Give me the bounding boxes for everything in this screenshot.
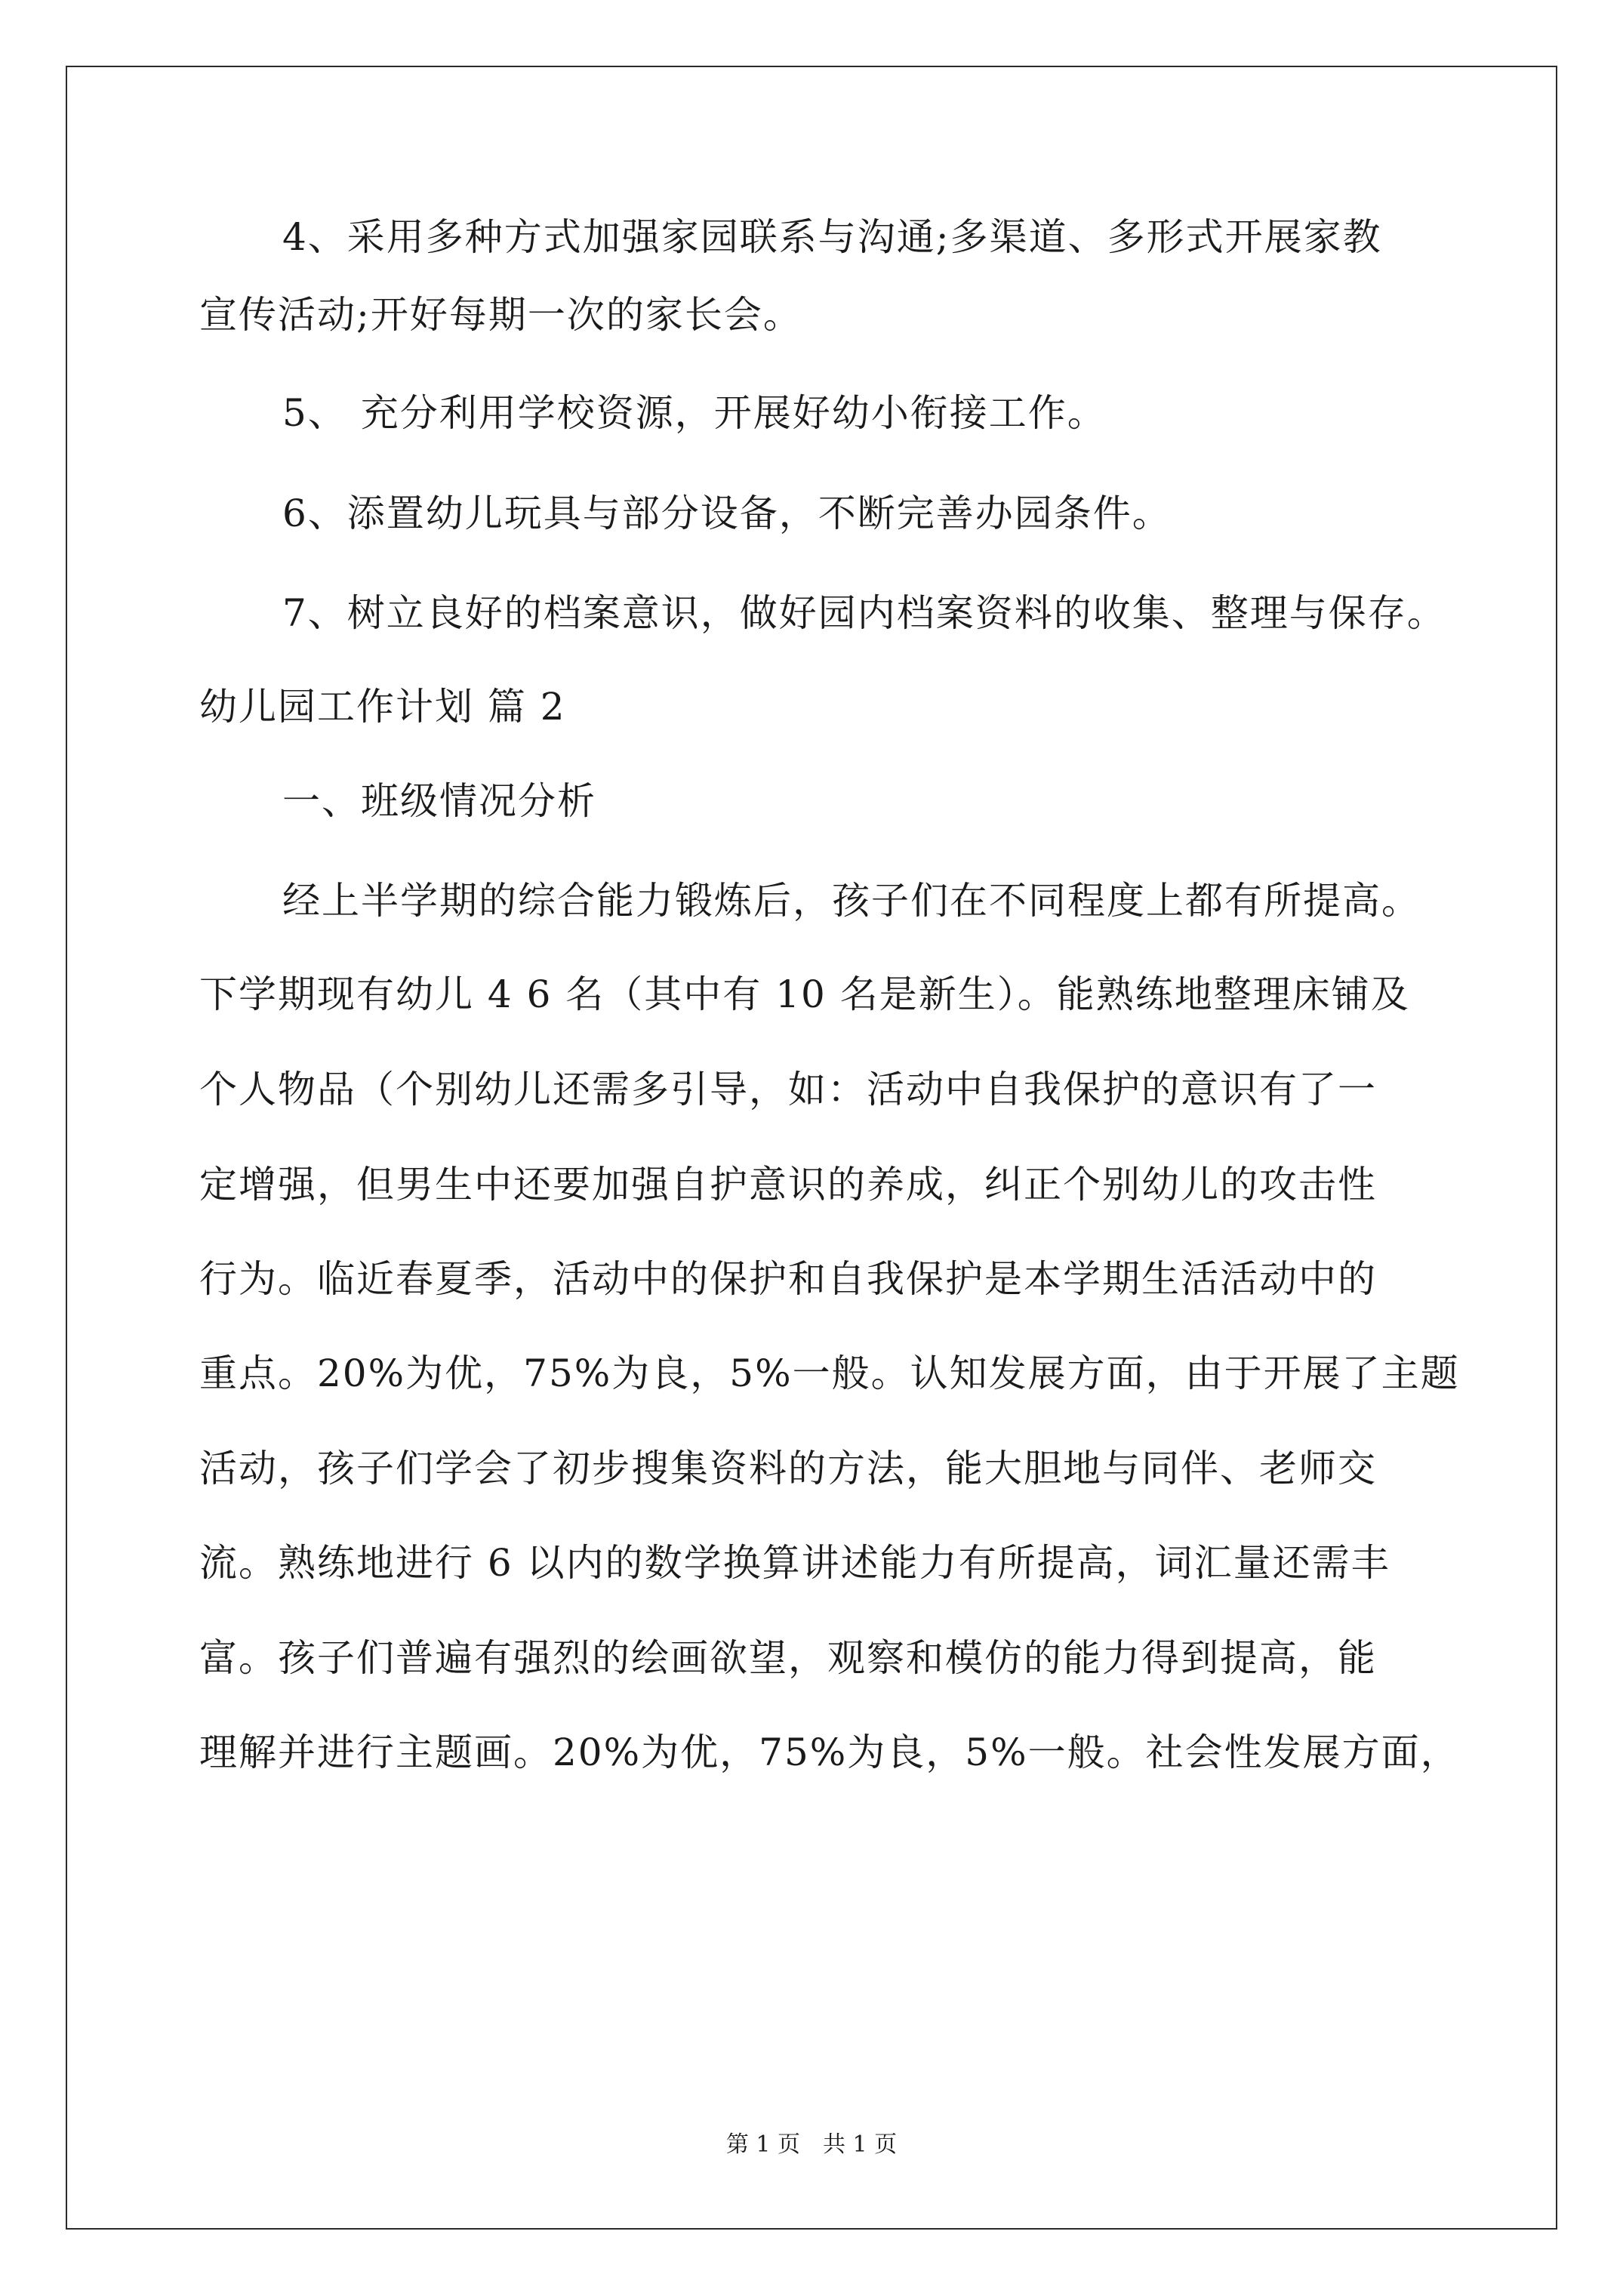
body-line-5: 行为。临近春夏季，活动中的保护和自我保护是本学期生活活动中的 xyxy=(199,1257,1377,1301)
body-line-8: 流。熟练地进行 6 以内的数学换算讲述能力有所提高，词汇量还需丰 xyxy=(199,1541,1390,1585)
body-line-6: 重点。20%为优，75%为良，5%一般。认知发展方面，由于开展了主题 xyxy=(199,1351,1460,1395)
paragraph-item-7: 7、树立良好的档案意识，做好园内档案资料的收集、整理与保存。 xyxy=(282,591,1446,635)
body-line-10: 理解并进行主题画。20%为优，75%为良，5%一般。社会性发展方面， xyxy=(199,1730,1460,1774)
body-line-4: 定增强，但男生中还要加强自护意识的养成，纠正个别幼儿的攻击性 xyxy=(199,1163,1377,1207)
paragraph-item-4-line-1: 4、采用多种方式加强家园联系与沟通;多渠道、多形式开展家教 xyxy=(282,215,1382,259)
body-line-2: 下学期现有幼儿 4 6 名（其中有 10 名是新生）。能熟练地整理床铺及 xyxy=(199,972,1410,1016)
page-footer: 第 1 页 共 1 页 xyxy=(725,2131,898,2158)
body-line-7: 活动，孩子们学会了初步搜集资料的方法，能大胆地与同伴、老师交 xyxy=(199,1447,1377,1490)
paragraph-item-4-line-2: 宣传活动;开好每期一次的家长会。 xyxy=(199,293,802,337)
body-line-3: 个人物品（个别幼儿还需多引导，如：活动中自我保护的意识有了一 xyxy=(199,1068,1377,1111)
body-line-9: 富。孩子们普遍有强烈的绘画欲望，观察和模仿的能力得到提高，能 xyxy=(199,1636,1377,1680)
section-heading: 幼儿园工作计划 篇 2 xyxy=(199,685,566,729)
paragraph-item-5: 5、 充分利用学校资源，开展好幼小衔接工作。 xyxy=(282,391,1107,435)
subsection-heading: 一、班级情况分析 xyxy=(282,779,596,823)
paragraph-item-6: 6、添置幼儿玩具与部分设备，不断完善办园条件。 xyxy=(282,492,1172,535)
body-line-1: 经上半学期的综合能力锻炼后，孩子们在不同程度上都有所提高。 xyxy=(282,879,1421,923)
